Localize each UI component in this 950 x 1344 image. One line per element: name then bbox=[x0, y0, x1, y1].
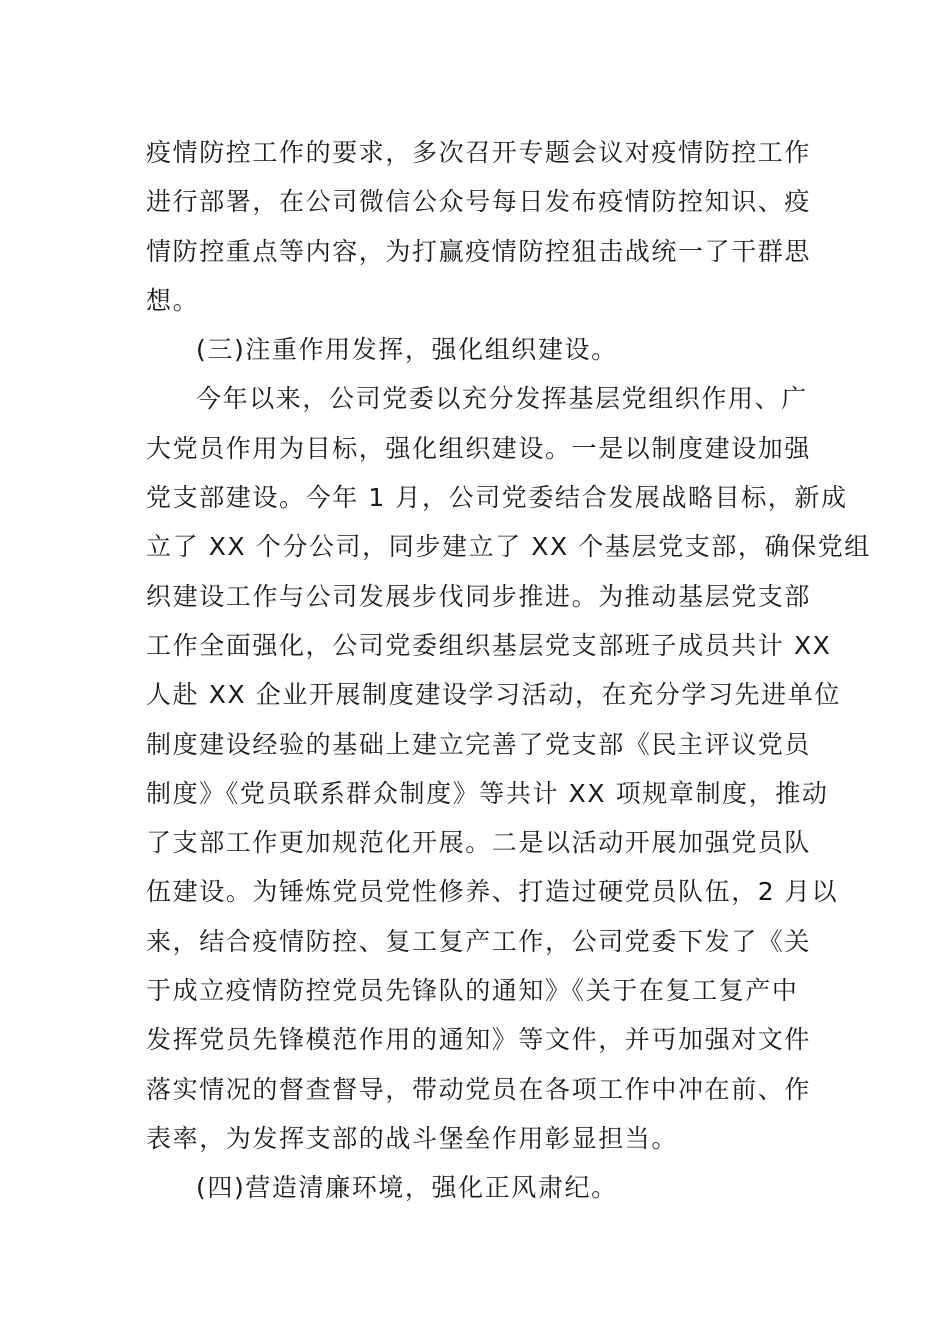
section-heading: (三)注重作用发挥，强化组织建设。 bbox=[196, 335, 618, 365]
text-line: 表率，为发挥支部的战斗堡垒作用彰显担当。 bbox=[146, 1123, 679, 1153]
text-line: 落实情况的督查督导，带动党员在各项工作中冲在前、作 bbox=[146, 1074, 812, 1104]
text-line: 制度建设经验的基础上建立完善了党支部《民主评议党员 bbox=[146, 729, 812, 759]
text-line: 于成立疫情防控党员先锋队的通知》《关于在复工复产中 bbox=[146, 976, 799, 1006]
text-line: 发挥党员先锋模范作用的通知》等文件，并丏加强对文件 bbox=[146, 1025, 812, 1055]
text-line: 来，结合疫情防控、复工复产工作，公司党委下发了《关 bbox=[146, 926, 812, 956]
text-line: 立了 XX 个分公司，同步建立了 XX 个基层党支部，确保党组 bbox=[146, 532, 871, 562]
text-line: 疫情防控工作的要求，多次召开专题会议对疫情防控工作 bbox=[146, 138, 812, 167]
text-line: 工作全面强化，公司党委组织基层党支部班子成员共计 XX bbox=[146, 630, 832, 660]
text-line: 情防控重点等内容，为打赢疫情防控狙击战统一了干群思 bbox=[146, 236, 812, 266]
text-line: 织建设工作与公司发展步伐同步推进。为推动基层党支部 bbox=[146, 581, 812, 611]
paragraph-first-line: 今年以来，公司党委以充分发挥基层党组织作用、广 bbox=[196, 384, 808, 414]
document-body bbox=[146, 128, 871, 1213]
text-line: 伍建设。为锤炼党员党性修养、打造过硬党员队伍，2 月以 bbox=[146, 877, 839, 907]
section-heading: (四)营造清廉环境，强化正风肃纪。 bbox=[196, 1173, 618, 1203]
text-line: 想。 bbox=[146, 285, 200, 315]
text-line: 制度》《党员联系群众制度》等共计 XX 项规章制度，推动 bbox=[146, 778, 829, 808]
text-line: 人赴 XX 企业开展制度建设学习活动，在充分学习先进单位 bbox=[146, 680, 841, 710]
text-line: 大党员作用为目标，强化组织建设。一是以制度建设加强 bbox=[146, 433, 812, 463]
text-line: 进行部署，在公司微信公众号每日发布疫情防控知识、疫 bbox=[146, 187, 812, 217]
text-line: 了支部工作更加规范化开展。二是以活动开展加强党员队 bbox=[146, 828, 812, 858]
text-line: 党支部建设。今年 1 月，公司党委结合发展战略目标，新成 bbox=[146, 483, 848, 513]
